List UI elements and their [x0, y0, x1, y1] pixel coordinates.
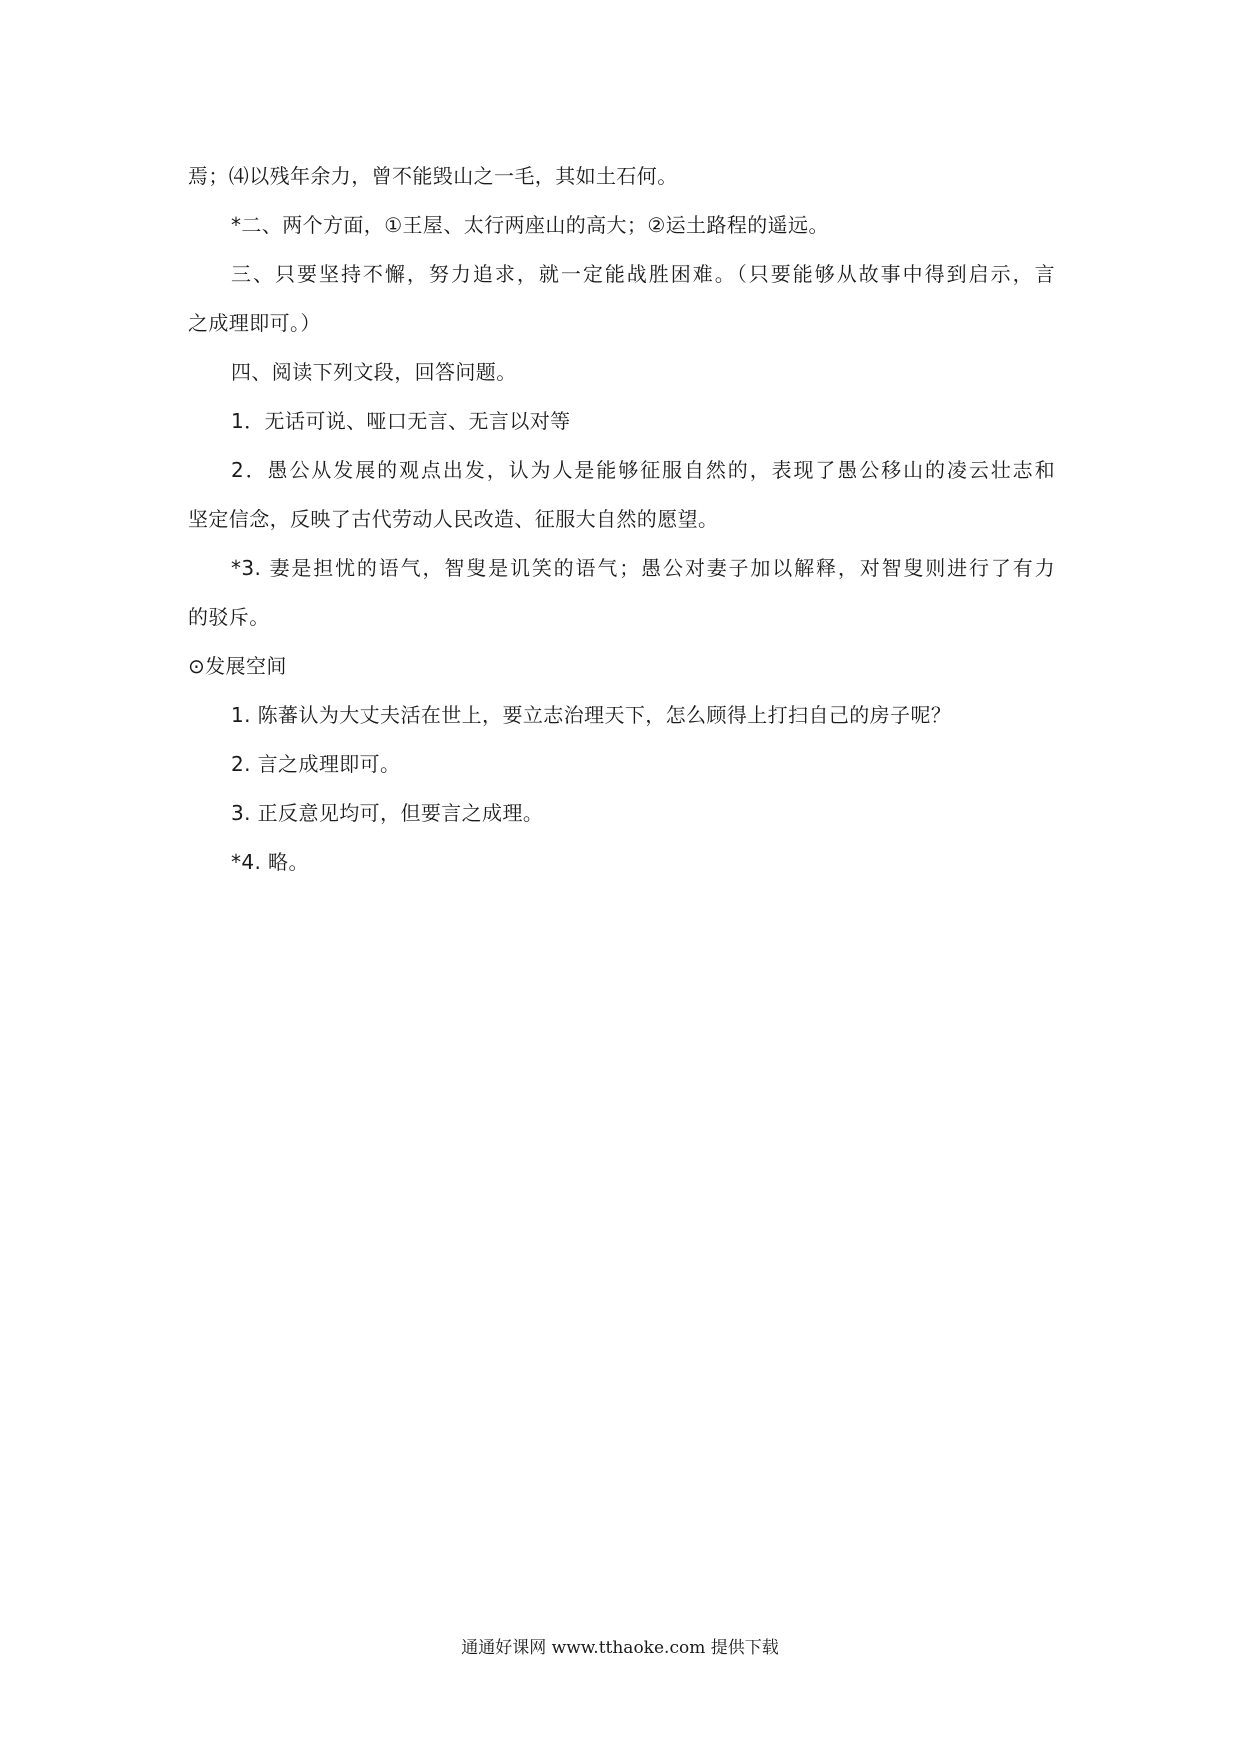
answer-line-10: 的驳斥。	[188, 605, 270, 629]
answer-line-12: 1. 陈蕃认为大丈夫活在世上，要立志治理天下，怎么顾得上打扫自己的房子呢？	[231, 703, 952, 727]
section-heading-development: ⊙发展空间	[188, 654, 287, 678]
answer-line-9: *3. 妻是担忧的语气，智叟是讥笑的语气；愚公对妻子加以解释，对智叟则进行了有力	[231, 556, 1055, 580]
answer-line-13: 2. 言之成理即可。	[231, 752, 401, 776]
answer-line-15: *4. 略。	[231, 850, 309, 874]
answer-line-6: 1．无话可说、哑口无言、无言以对等	[231, 409, 571, 433]
answer-line-8: 坚定信念，反映了古代劳动人民改造、征服大自然的愿望。	[188, 507, 719, 531]
answer-line-14: 3. 正反意见均可，但要言之成理。	[231, 801, 544, 825]
answer-line-1: 焉；⑷以残年余力，曾不能毁山之一毛，其如土石何。	[188, 164, 678, 188]
page-footer: 通通好课网 www.tthaoke.com 提供下载	[461, 1638, 779, 1658]
section-heading-four: 四、阅读下列文段，回答问题。	[231, 360, 517, 384]
answer-line-7: 2．愚公从发展的观点出发，认为人是能够征服自然的，表现了愚公移山的凌云壮志和	[231, 458, 1055, 482]
answer-line-2: *二、两个方面，①王屋、太行两座山的高大；②运土路程的遥远。	[231, 213, 829, 237]
answer-line-4: 之成理即可。）	[188, 311, 321, 335]
answer-line-3: 三、只要坚持不懈，努力追求，就一定能战胜困难。（只要能够从故事中得到启示，言	[231, 262, 1055, 286]
